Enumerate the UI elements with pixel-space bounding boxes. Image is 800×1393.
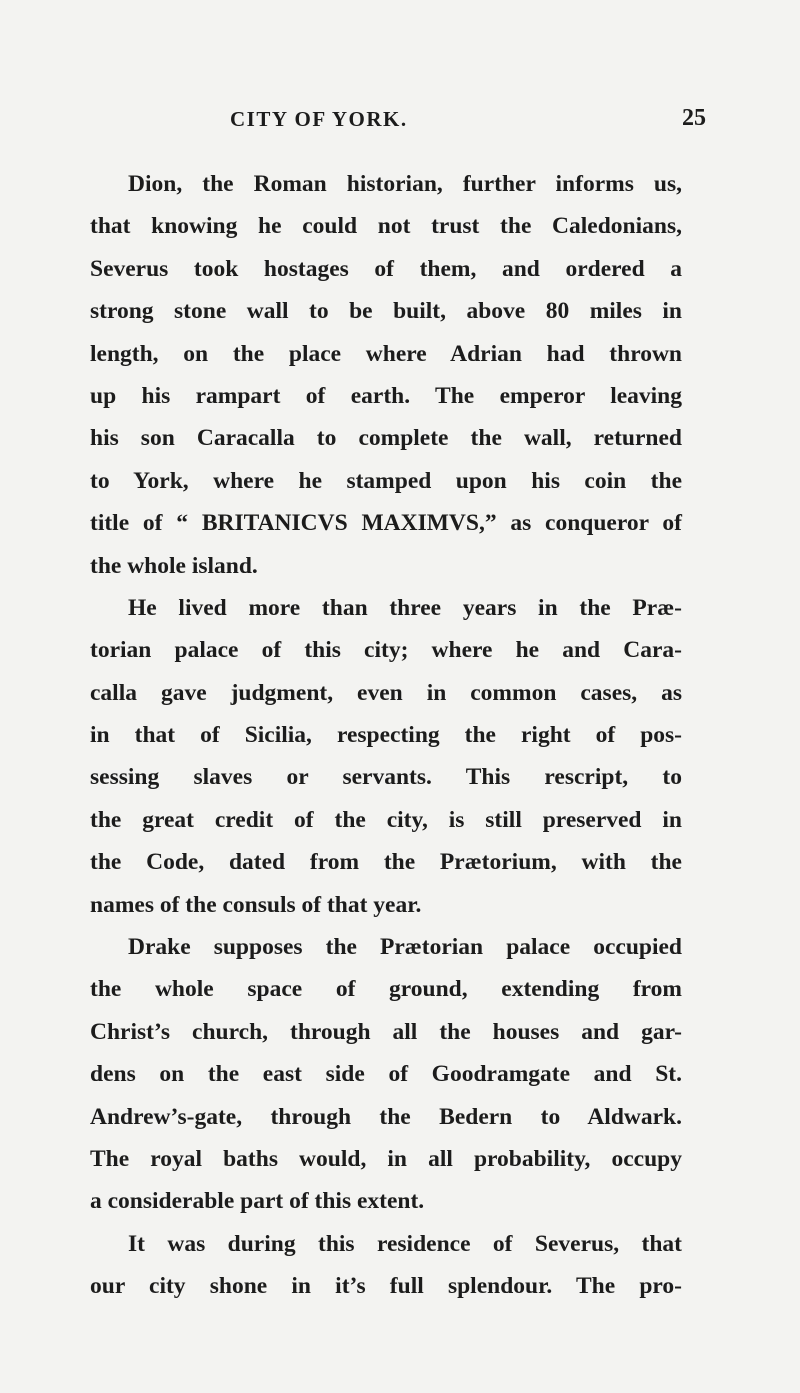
paragraph	[90, 926, 682, 1223]
text-line: strong stone wall to be built, above 80 miles in	[90, 298, 682, 325]
paragraph	[90, 587, 682, 926]
text-line: our city shone in it’s full splendour. The pro-	[90, 1273, 682, 1300]
text-line: torian palace of this city; where he and Cara-	[90, 637, 682, 664]
page-number: 25	[682, 105, 706, 131]
text-line: length, on the place where Adrian had thrown	[90, 340, 682, 367]
text-line: a considerable part of this extent.	[90, 1188, 425, 1215]
text-line: dens on the east side of Goodramgate and St.	[90, 1061, 682, 1088]
text-line: title of “ BRITANICVS MAXIMVS,” as conqueror of	[90, 510, 682, 537]
text-line: calla gave judgment, even in common cases, as	[90, 679, 682, 706]
text-line: sessing slaves or servants. This rescript, to	[90, 764, 682, 791]
text-line: up his rampart of earth. The emperor leaving	[90, 382, 682, 409]
body-text	[90, 163, 682, 1308]
text-line: Dion, the Roman historian, further informs us,	[128, 171, 682, 197]
text-line: Andrew’s-gate, through the Bedern to Aldwark.	[90, 1103, 682, 1130]
paragraph	[90, 1223, 682, 1308]
text-line: the Code, dated from the Prætorium, with the	[90, 849, 682, 876]
text-line: Severus took hostages of them, and ordered a	[90, 255, 682, 282]
text-line: The royal baths would, in all probability, occupy	[90, 1145, 682, 1172]
text-line: in that of Sicilia, respecting the right of pos-	[90, 722, 682, 749]
paragraph	[90, 163, 682, 587]
text-line: that knowing he could not trust the Caledonians,	[90, 213, 682, 240]
text-line: his son Caracalla to complete the wall, returned	[90, 425, 682, 452]
text-line: He lived more than three years in the Præ-	[128, 594, 682, 621]
text-line: the whole island.	[90, 552, 258, 579]
running-head: CITY OF YORK.	[230, 107, 408, 131]
text-line: names of the consuls of that year.	[90, 891, 422, 918]
text-line: to York, where he stamped upon his coin the	[90, 467, 682, 494]
text-line: Christ’s church, through all the houses and gar-	[90, 1018, 682, 1045]
text-line: the whole space of ground, extending from	[90, 976, 682, 1003]
text-line: Drake supposes the Prætorian palace occupied	[128, 934, 682, 961]
text-line: the great credit of the city, is still preserved in	[90, 806, 682, 833]
text-line: It was during this residence of Severus, that	[128, 1230, 682, 1257]
